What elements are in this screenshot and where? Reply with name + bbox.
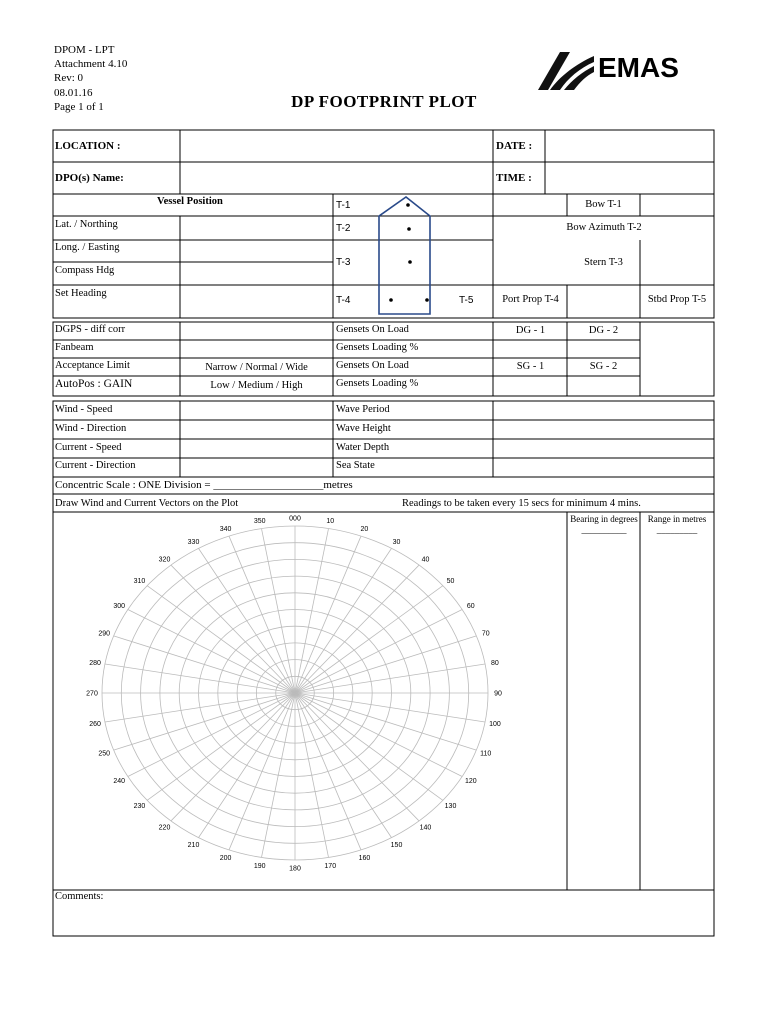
autopos-options[interactable]: Low / Medium / High (210, 380, 303, 391)
lat-field[interactable] (181, 217, 332, 239)
gensets-loading-1: Gensets Loading % (336, 342, 419, 353)
set-heading-field[interactable] (181, 286, 332, 317)
compass-label: Compass Hdg (55, 265, 115, 276)
doc-code: DPOM - LPT (54, 44, 115, 56)
polar-bearing-label: 250 (98, 750, 111, 758)
dpo-field[interactable] (181, 163, 492, 193)
bow-azimuth-label: Bow Azimuth T-2 (566, 222, 642, 233)
polar-bearing-label: 90 (494, 690, 502, 698)
thruster-t4-label: T-4 (336, 295, 351, 306)
polar-bearing-label: 350 (253, 518, 266, 526)
polar-bearing-label: 80 (491, 660, 499, 668)
location-field[interactable] (181, 131, 492, 161)
long-label: Long. / Easting (55, 242, 120, 253)
date-field[interactable] (546, 131, 713, 161)
polar-bearing-label: 120 (464, 778, 477, 785)
bearing-header-underline: __________ (581, 525, 627, 535)
polar-plot[interactable] (86, 516, 502, 873)
vessel-position-heading: Vessel Position (157, 196, 223, 207)
stbd-prop-label: Stbd Prop T-5 (647, 294, 707, 305)
thruster-t1-label: T-1 (336, 200, 351, 211)
polar-bearing-label: 100 (489, 720, 501, 728)
polar-bearing-label: 220 (158, 824, 171, 832)
polar-bearing-label: 170 (324, 862, 337, 870)
polar-bearing-label: 70 (481, 630, 490, 638)
thruster-t3-label: T-3 (336, 257, 351, 268)
water-depth-label: Water Depth (336, 442, 390, 453)
time-label: TIME : (496, 172, 532, 184)
polar-bearing-label: 270 (86, 690, 98, 698)
dpo-label: DPO(s) Name: (55, 172, 124, 184)
vessel-outline (379, 197, 430, 314)
concentric-scale-line[interactable]: Concentric Scale : ONE Division = ____________________metres (55, 479, 353, 491)
bow-t1-label: Bow T-1 (585, 199, 622, 210)
gensets-on-load-2: Gensets On Load (336, 360, 409, 371)
dgps-label: DGPS - diff corr (55, 324, 126, 335)
polar-bearing-label: 60 (466, 603, 475, 610)
fanbeam-label: Fanbeam (55, 342, 94, 353)
range-header-text: Range in metres (647, 514, 707, 524)
polar-bearing-label: 190 (253, 862, 266, 870)
polar-bearing-label: 180 (289, 865, 301, 873)
polar-bearing-label: 330 (187, 538, 200, 546)
range-column-header (642, 514, 712, 536)
revision: Rev: 0 (54, 72, 84, 85)
time-field[interactable] (546, 163, 713, 193)
set-heading-label: Set Heading (55, 288, 107, 299)
polar-bearing-label: 230 (133, 802, 146, 810)
bearing-column-header (570, 514, 638, 536)
attachment: Attachment 4.10 (54, 58, 128, 71)
page-title: DP FOOTPRINT PLOT (291, 92, 477, 111)
polar-bearing-label: 140 (419, 824, 432, 832)
polar-bearing-label: 300 (113, 603, 126, 610)
stern-t3-label: Stern T-3 (584, 257, 623, 268)
acceptance-options[interactable]: Narrow / Normal / Wide (205, 362, 308, 373)
long-field[interactable] (181, 241, 332, 261)
polar-bearing-label: 310 (133, 578, 146, 586)
logo-text: EMAS (598, 52, 679, 83)
polar-bearing-label: 240 (113, 778, 126, 785)
gensets-on-load-1: Gensets On Load (336, 324, 409, 335)
polar-bearing-label: 150 (390, 842, 403, 850)
acceptance-label: Acceptance Limit (55, 360, 130, 371)
comments-label: Comments: (55, 891, 104, 902)
range-header-underline: _________ (656, 525, 698, 535)
page-number: Page 1 of 1 (54, 100, 104, 113)
doc-date: 08.01.16 (54, 86, 93, 99)
lat-label: Lat. / Northing (55, 219, 118, 230)
wave-period-label: Wave Period (336, 404, 390, 415)
polar-bearing-label: 130 (444, 802, 457, 810)
polar-bearing-label: 40 (421, 556, 430, 564)
location-label: LOCATION : (55, 140, 121, 152)
sea-state-label: Sea State (336, 460, 375, 471)
polar-bearing-label: 000 (289, 515, 301, 523)
polar-bearing-label: 110 (480, 750, 492, 758)
bearing-header-text: Bearing in degrees (570, 514, 638, 524)
draw-vectors-note: Draw Wind and Current Vectors on the Plot (55, 498, 239, 509)
polar-bearing-label: 50 (446, 578, 455, 586)
wind-direction-label: Wind - Direction (55, 423, 127, 434)
port-prop-label: Port Prop T-4 (502, 294, 559, 305)
polar-bearing-label: 320 (158, 556, 171, 564)
polar-bearing-label: 260 (89, 720, 101, 728)
current-speed-label: Current - Speed (55, 442, 122, 453)
wind-speed-label: Wind - Speed (55, 404, 113, 415)
dg1-label: DG - 1 (515, 325, 546, 336)
polar-bearing-label: 290 (98, 630, 111, 638)
polar-bearing-label: 210 (187, 842, 200, 850)
readings-note: Readings to be taken every 15 secs for minimum 4 mins. (402, 498, 641, 509)
polar-bearing-label: 30 (392, 538, 401, 546)
wave-height-label: Wave Height (336, 423, 391, 434)
sg1-label: SG - 1 (516, 361, 545, 372)
dg2-label: DG - 2 (588, 325, 619, 336)
thruster-t5-label: T-5 (459, 295, 474, 306)
polar-bearing-label: 340 (219, 526, 232, 534)
polar-bearing-label: 10 (326, 518, 335, 526)
current-direction-label: Current - Direction (55, 460, 136, 471)
compass-field[interactable] (181, 263, 332, 284)
polar-bearing-label: 20 (360, 526, 369, 534)
comments-field[interactable] (54, 904, 713, 935)
sg2-label: SG - 2 (589, 361, 618, 372)
polar-bearing-label: 200 (219, 854, 232, 862)
polar-bearing-label: 280 (89, 660, 101, 668)
polar-bearing-label: 160 (358, 854, 371, 862)
date-label: DATE : (496, 140, 533, 152)
autopos-label: AutoPos : GAIN (55, 378, 133, 390)
gensets-loading-2: Gensets Loading % (336, 378, 419, 389)
thruster-t2-label: T-2 (336, 223, 351, 234)
